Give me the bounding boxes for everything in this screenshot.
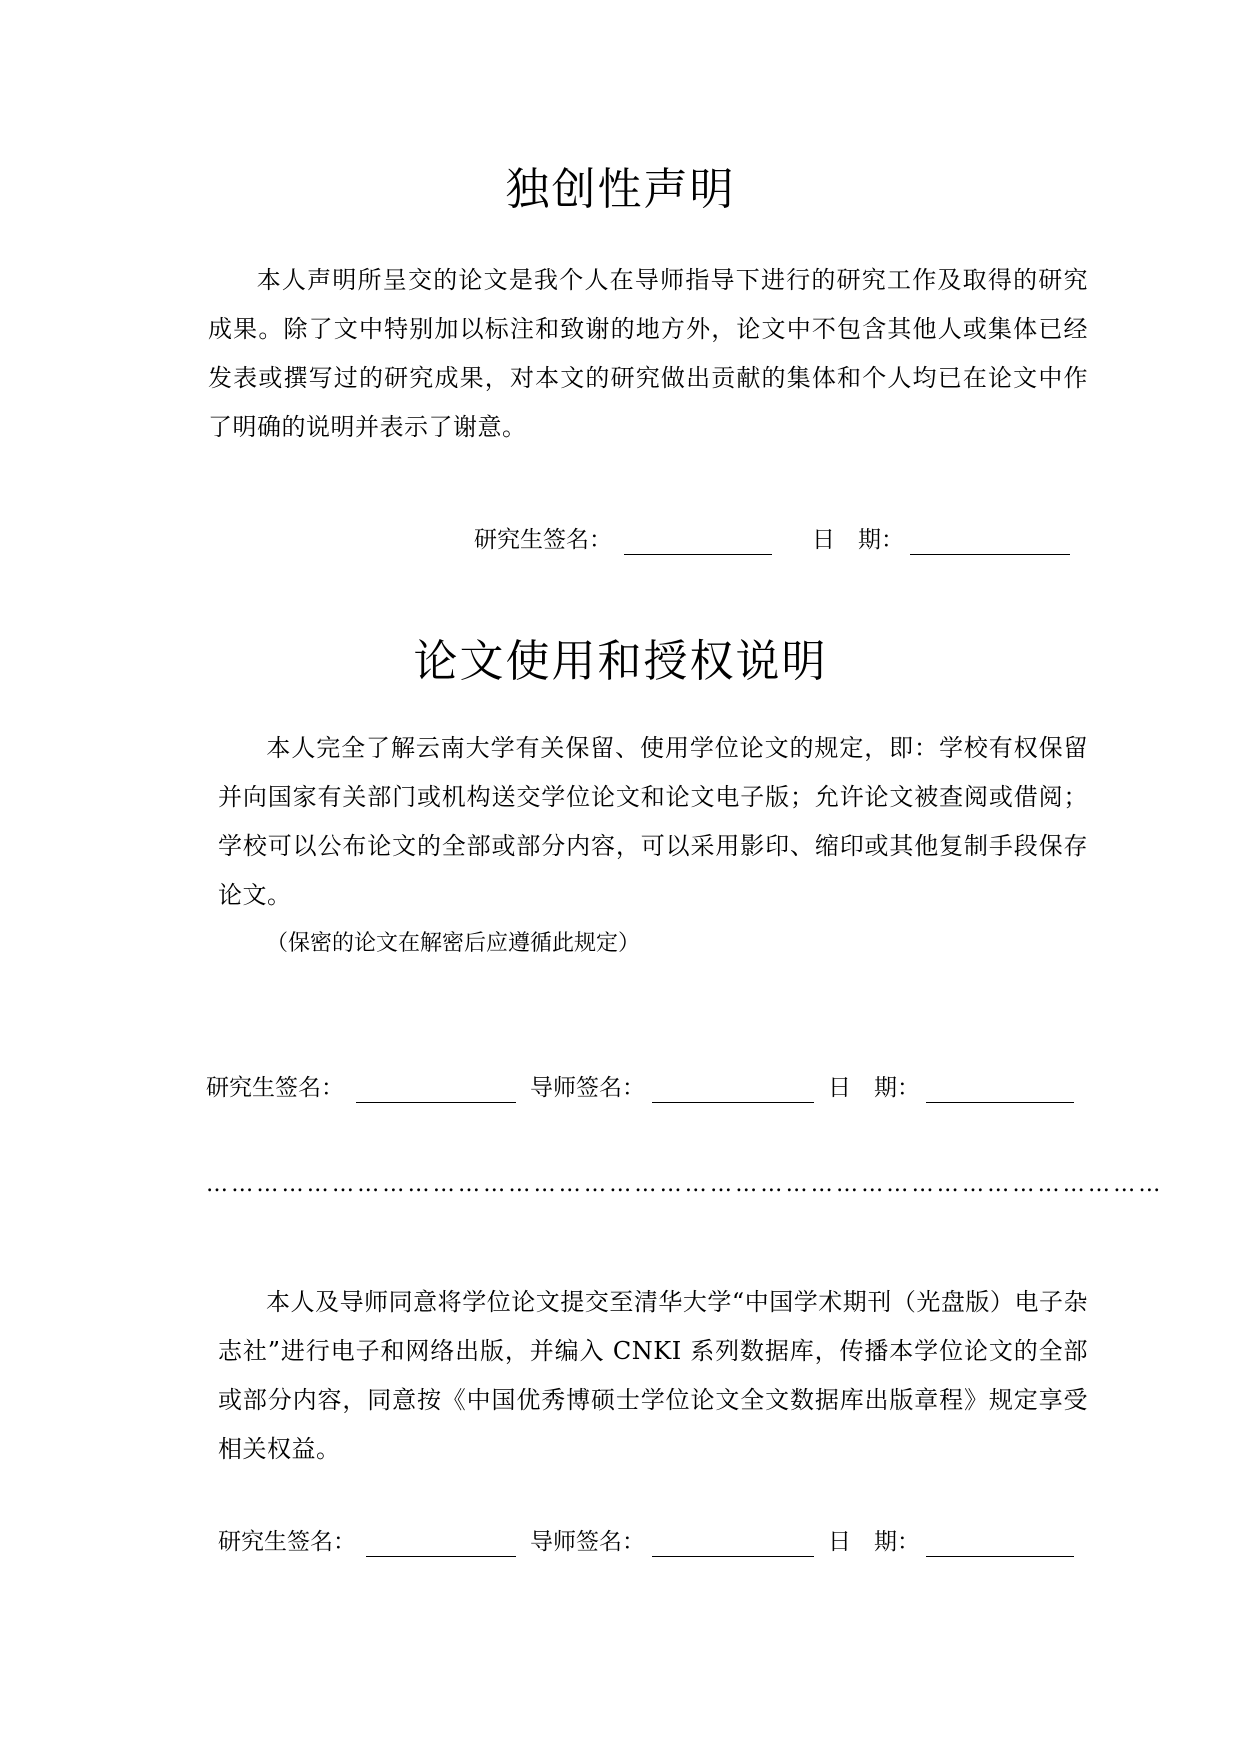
- advisor-signature-line[interactable]: [652, 1556, 814, 1557]
- usage-authorization-paragraph: [218, 724, 1088, 920]
- date-line[interactable]: [910, 554, 1070, 555]
- student-signature-label: 研究生签名：: [218, 1529, 356, 1555]
- signature-row-2: [0, 1070, 1241, 1110]
- usage-authorization-title: 论文使用和授权说明: [413, 636, 828, 687]
- student-signature-label: 研究生签名：: [206, 1075, 344, 1101]
- dotted-separator: ……………………………………………………………………………………………………: [206, 1172, 1164, 1197]
- usage-authorization-text: 本人完全了解云南大学有关保留、使用学位论文的规定，即：学校有权保留并向国家有关部门或机构送交学位论文和论文电子版；允许论文被查阅或借阅；学校可以公布论文的全部或部分内容，可以采用影印、缩印或其他复制手段保存论文。: [218, 734, 1088, 909]
- date-line[interactable]: [926, 1102, 1074, 1103]
- confidential-note: （保密的论文在解密后应遵循此规定）: [266, 931, 641, 956]
- originality-declaration-title: 独创性声明: [505, 164, 736, 215]
- date-label: 日 期：: [812, 527, 904, 553]
- originality-declaration-text: 本人声明所呈交的论文是我个人在导师指导下进行的研究工作及取得的研究成果。除了文中特别加以标注和致谢的地方外，论文中不包含其他人或集体已经发表或撰写过的研究成果，对本文的研究做出贡献的集体和个人均已在论文中作了明确的说明并表示了谢意。: [208, 266, 1088, 441]
- student-signature-line[interactable]: [624, 554, 772, 555]
- date-label: 日 期：: [828, 1075, 920, 1101]
- student-signature-label: 研究生签名：: [474, 527, 612, 553]
- advisor-signature-line[interactable]: [652, 1102, 814, 1103]
- signature-row-1: [0, 522, 1241, 562]
- cnki-publication-paragraph: [218, 1278, 1088, 1474]
- advisor-signature-label: 导师签名：: [530, 1529, 645, 1555]
- cnki-publication-text: 本人及导师同意将学位论文提交至清华大学“中国学术期刊（光盘版）电子杂志社”进行电子和网络出版，并编入 CNKI 系列数据库，传播本学位论文的全部或部分内容，同意按《中国优秀博硕士学位论文全文数据库出版章程》规定享受相关权益。: [218, 1288, 1088, 1463]
- date-label: 日 期：: [828, 1529, 920, 1555]
- signature-row-3: [0, 1524, 1241, 1564]
- date-line[interactable]: [926, 1556, 1074, 1557]
- originality-declaration-paragraph: [208, 256, 1088, 452]
- student-signature-line[interactable]: [366, 1556, 516, 1557]
- student-signature-line[interactable]: [356, 1102, 516, 1103]
- advisor-signature-label: 导师签名：: [530, 1075, 645, 1101]
